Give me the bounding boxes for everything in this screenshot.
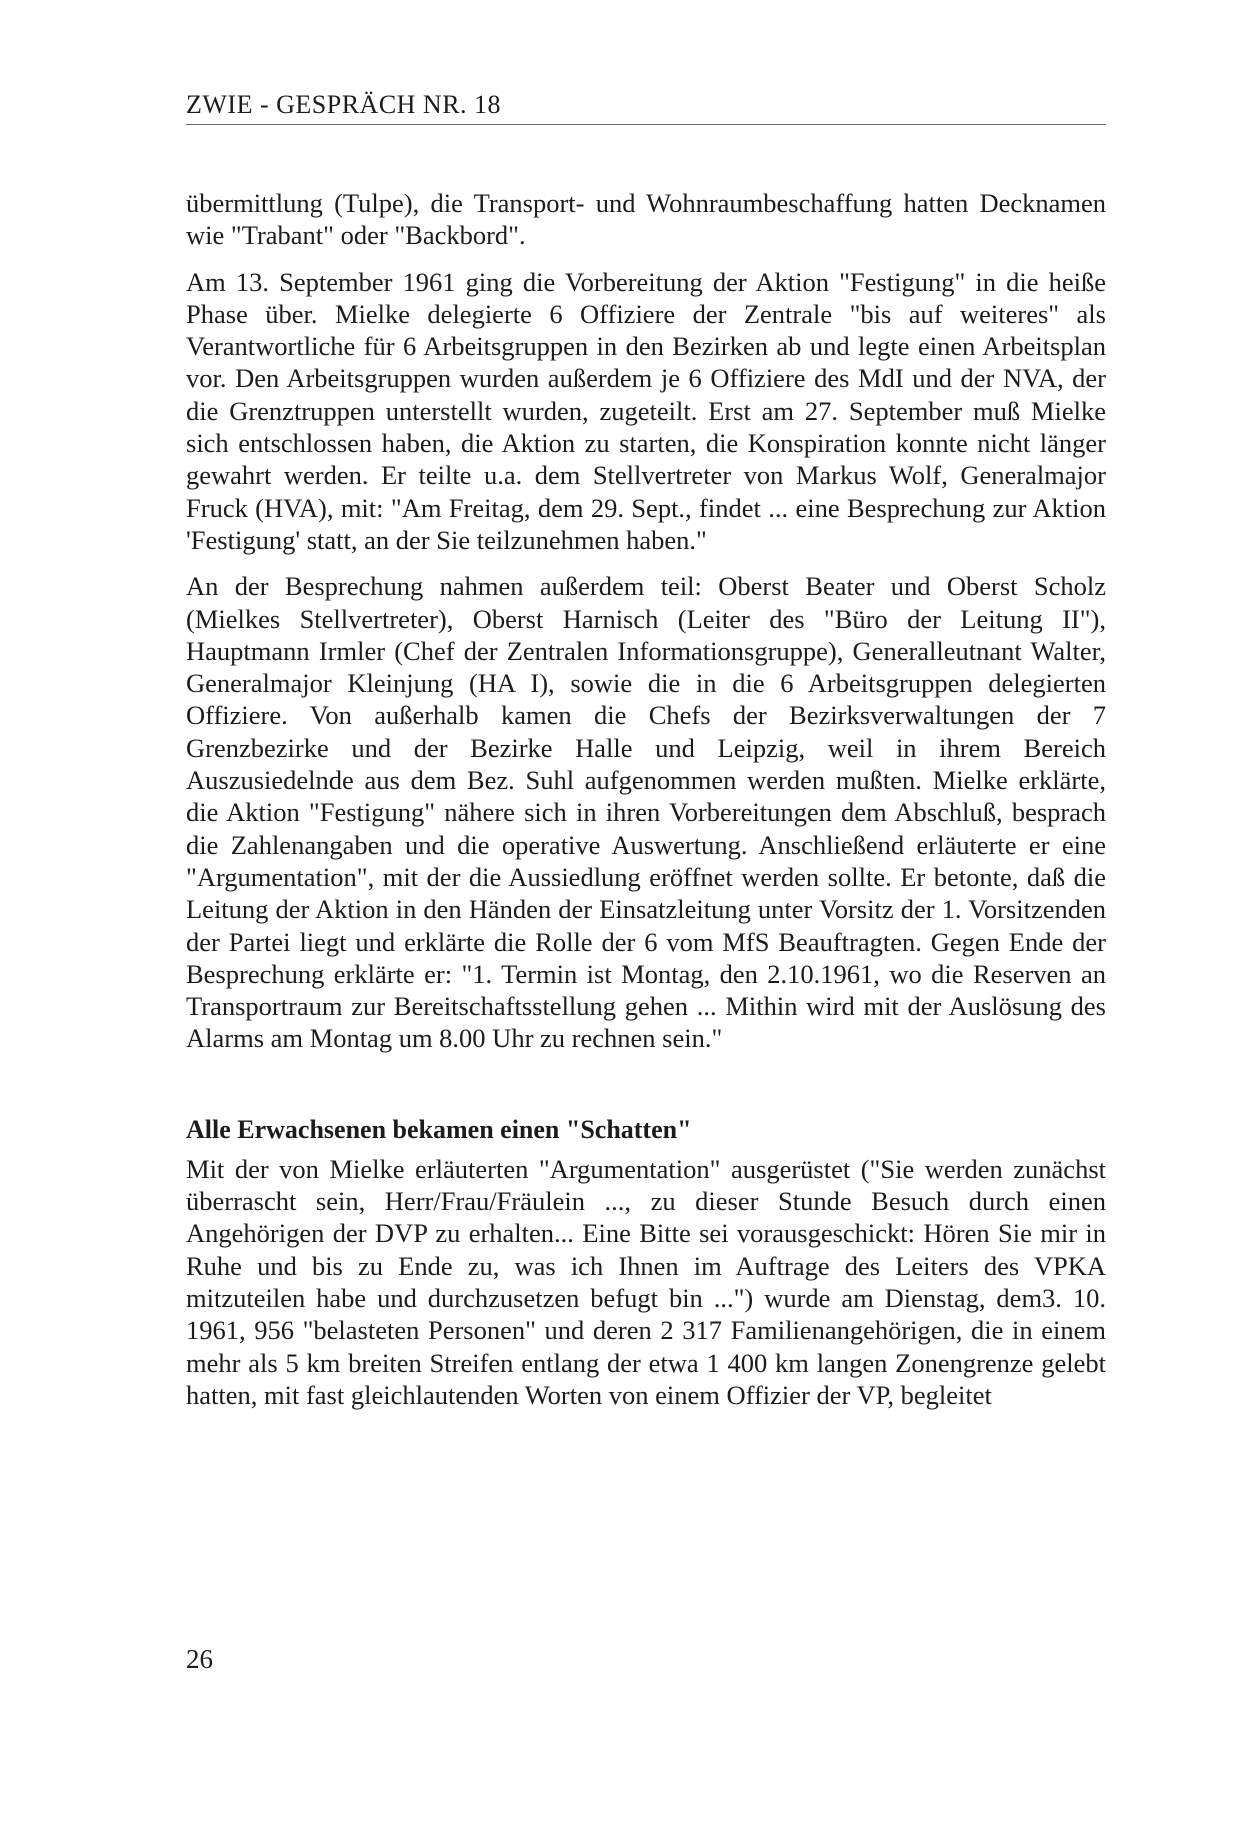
page-body <box>186 187 1106 1425</box>
page-number: 26 <box>186 1644 213 1674</box>
section-heading: Alle Erwachsenen bekamen einen "Schatten" <box>186 1114 692 1144</box>
running-header <box>186 90 1106 125</box>
paragraph-3: An der Besprechung nahmen außerdem teil: Oberst Beater und Oberst Scholz (Mielkes Stellvertreter), Oberst Harnisch (Leiter des "Büro der Leitung II"), Hauptmann Irmler (Chef der Zentralen Informationsgruppe), Generalleutnant Walter, Generalmajor Kleinjung (HA I), sowie die in die 6 Arbeitsgruppen delegierten Offiziere. Von außerhalb kamen die Chefs der Bezirksverwaltungen der 7 Grenzbezirke und der Bezirke Halle und Leipzig, weil in ihrem Bereich Auszusiedelnde aus dem Bez. Suhl aufgenommen werden mußten. Mielke erklärte, die Aktion "Festigung" nähere sich in ihren Vorbereitungen dem Abschluß, besprach die Zahlenangaben und die operative Auswertung. Anschließend erläuterte er eine "Argumentation", mit der die Aussiedlung eröffnet werden sollte. Er betonte, daß die Leitung der Aktion in den Händen der Einsatzleitung unter Vorsitz der 1. Vorsitzenden der Partei liegt und erklärte die Rolle der 6 vom MfS Beauftragten. Gegen Ende der Besprechung erklärte er: "1. Termin ist Montag, den 2.10.1961, wo die Reserven an Transportraum zur Bereitschaftsstellung gehen ... Mithin wird mit der Auslösung des Alarms am Montag um 8.00 Uhr zu rechnen sein." <box>186 571 1106 1054</box>
paragraph-2: Am 13. September 1961 ging die Vorbereitung der Aktion "Festigung" in die heiße Phase über. Mielke delegierte 6 Offiziere der Zentrale "bis auf weiteres" als Verantwortliche für 6 Arbeitsgruppen in den Bezirken ab und legte einen Arbeitsplan vor. Den Arbeitsgruppen wurden außerdem je 6 Offiziere des MdI und der NVA, der die Grenztruppen unterstellt wurden, zugeteilt. Erst am 27. September muß Mielke sich entschlossen haben, die Aktion zu starten, die Konspiration konnte nicht länger gewahrt werden. Er teilte u.a. dem Stellvertreter von Markus Wolf, Generalmajor Fruck (HVA), mit: "Am Freitag, dem 29. Sept., findet ... eine Besprechung zur Aktion 'Festigung' statt, an der Sie teilzunehmen haben." <box>186 266 1106 555</box>
paragraph-1: übermittlung (Tulpe), die Transport- und Wohnraumbeschaffung hatten Decknamen wie "Trabant" oder "Backbord". <box>186 188 1106 251</box>
section-paragraph-1: Mit der von Mielke erläuterten "Argumentation" ausgerüstet ("Sie werden zunächst überrascht sein, Herr/Frau/Fräulein ..., zu dieser Stunde Besuch durch einen Angehörigen der DVP zu erhalten... Eine Bitte sei vorausgeschickt: Hören Sie mir in Ruhe und bis zu Ende zu, was ich Ihnen im Auftrage des Leiters des VPKA mitzuteilen habe und durchzusetzen befugt bin ...") wurde am Dienstag, dem3. 10. 1961, 956 "belasteten Personen" und deren 2 317 Familienangehörigen, die in einem mehr als 5 km breiten Streifen entlang der etwa 1 400 km langen Zonengrenze gelebt hatten, mit fast gleichlautenden Worten von einem Offizier der VP, begleitet <box>186 1153 1106 1410</box>
header-title: ZWIE - GESPRÄCH NR. 18 <box>186 90 502 119</box>
